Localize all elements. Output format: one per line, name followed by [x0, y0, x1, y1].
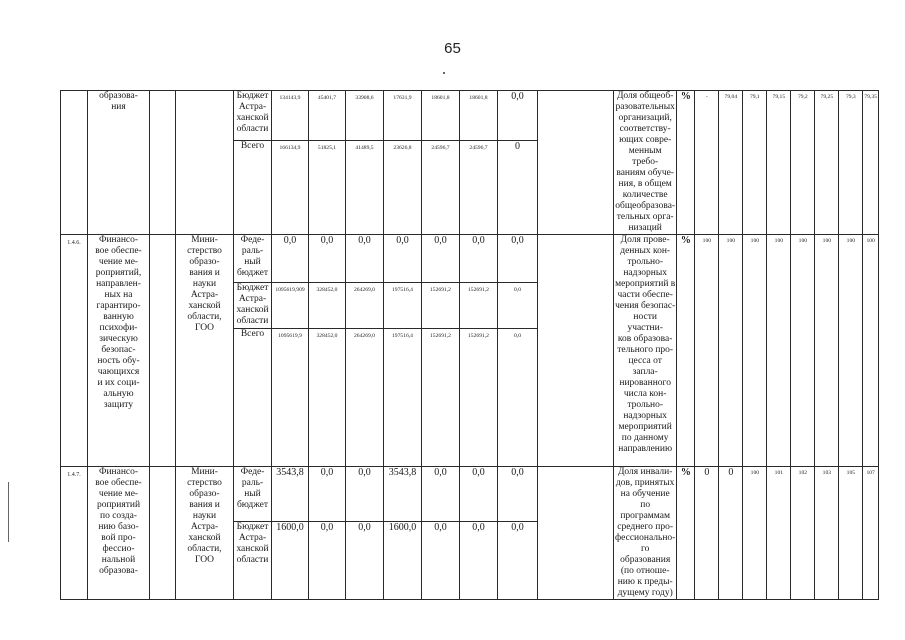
- table-row: [61, 235, 879, 283]
- target-value: 79,04: [719, 91, 743, 235]
- amount-year-4: 0,0: [422, 522, 460, 600]
- amount-year-4: 18601,8: [422, 91, 460, 141]
- amount-year-4: 24596,7: [422, 141, 460, 235]
- amount-year-6: 0,0: [498, 235, 538, 283]
- program-funding-table: [60, 90, 879, 600]
- scan-dot: [443, 72, 445, 74]
- index-cell: [61, 91, 88, 235]
- target-value: 100: [863, 235, 879, 467]
- spacer-cell: [150, 467, 176, 600]
- item-index: 1.4.7.: [61, 467, 88, 600]
- target-value: 0: [719, 467, 743, 600]
- amount-total: 3543,8: [272, 467, 309, 522]
- funding-source: Бюджет Астра- ханской области: [234, 522, 272, 600]
- unit-cell: %: [677, 91, 695, 235]
- target-value: 103: [815, 467, 839, 600]
- target-value: 79,15: [767, 91, 791, 235]
- unit-cell: %: [677, 467, 695, 600]
- target-value: 100: [839, 235, 863, 467]
- amount-year-1: 0,0: [309, 522, 346, 600]
- funding-source: Всего: [234, 329, 272, 467]
- table-row: [61, 91, 879, 141]
- target-value: 79,25: [815, 91, 839, 235]
- indicator-name: Доля инвали- дов, принятых на обучение по программам среднего про- фессионально- го образования (по отноше- нию к преды- дущему году): [615, 467, 676, 598]
- scan-edge-mark: [8, 482, 9, 542]
- target-value: 100: [743, 235, 767, 467]
- amount-total: 1095619,9: [272, 329, 309, 467]
- spacer-cell: [538, 235, 614, 467]
- target-value: 79,3: [839, 91, 863, 235]
- amount-year-4: 0,0: [422, 235, 460, 283]
- amount-year-6: 0,0: [498, 329, 538, 467]
- executor-cell: [176, 91, 234, 235]
- target-value: 79,35: [863, 91, 879, 235]
- amount-total: 0,0: [272, 235, 309, 283]
- target-value: 101: [767, 467, 791, 600]
- target-value: 79,1: [743, 91, 767, 235]
- amount-year-1: 0,0: [309, 235, 346, 283]
- amount-year-4: 152691,2: [422, 283, 460, 329]
- amount-total: 166134,9: [272, 141, 309, 235]
- amount-year-2: 0,0: [346, 235, 384, 283]
- indicator-name: Доля прове- денных кон- трольно- надзорных мероприятий в части обеспе- чения безопас- ности участни- ков образова- тельного про- цесса от запла- нированного числа кон- трольно- надзорных мероприятий по данному направлению: [614, 235, 677, 467]
- target-value: 107: [863, 467, 879, 600]
- amount-year-3: 197516,4: [384, 283, 422, 329]
- target-value: 100: [719, 235, 743, 467]
- funding-source: Бюджет Астра- ханской области: [234, 91, 272, 141]
- amount-year-6: 0,0: [498, 91, 538, 141]
- executor-cell: Мини- стерство образо- вания и науки Астра- ханской области, ГОО: [176, 467, 234, 600]
- amount-year-3: 0,0: [384, 235, 422, 283]
- amount-year-5: 152691,2: [460, 329, 498, 467]
- amount-year-2: 41489,5: [346, 141, 384, 235]
- amount-year-3: 3543,8: [384, 467, 422, 522]
- amount-year-6: 0,0: [498, 467, 538, 522]
- amount-year-5: 0,0: [460, 522, 498, 600]
- spacer-cell: [150, 91, 176, 235]
- amount-year-3: 1600,0: [384, 522, 422, 600]
- target-value: 100: [695, 235, 719, 467]
- target-value: 102: [791, 467, 815, 600]
- amount-year-4: 0,0: [422, 467, 460, 522]
- purpose-cell: Финансо- вое обеспе- чение ме- роприятий, направлен- ных на гарантиро- ванную психофи- зическую безопас- ность обу- чающихся и их соци- альную защиту: [88, 235, 150, 467]
- amount-year-1: 51825,1: [309, 141, 346, 235]
- target-value: -: [695, 91, 719, 235]
- funding-source: Бюджет Астра- ханской области: [234, 283, 272, 329]
- target-value: 100: [743, 467, 767, 600]
- amount-year-4: 152691,2: [422, 329, 460, 467]
- purpose-cell: образова- ния: [88, 91, 150, 235]
- amount-year-2: 0,0: [346, 467, 384, 522]
- amount-year-1: 0,0: [309, 467, 346, 522]
- spacer-cell: [538, 467, 614, 600]
- indicator-name: Доля общеоб- разовательных организаций, соответству- ющих совре- менным требо- ваниям обуче- ния, в общем количестве общеобразова- тельных орга- низаций: [615, 91, 676, 233]
- amount-year-2: 264269,0: [346, 329, 384, 467]
- item-index: 1.4.6.: [61, 235, 88, 467]
- amount-year-5: 0,0: [460, 467, 498, 522]
- spacer-cell: [538, 91, 614, 235]
- purpose-cell: Финансо- вое обеспе- чение ме- роприятий по созда- нию базо- вой про- фессио- нальной образова-: [88, 467, 150, 600]
- amount-year-3: 23626,8: [384, 141, 422, 235]
- unit-cell: %: [677, 235, 695, 467]
- target-value: 79,2: [791, 91, 815, 235]
- amount-year-3: 197516,4: [384, 329, 422, 467]
- target-value: 100: [815, 235, 839, 467]
- executor-cell: Мини- стерство образо- вания и науки Астра- ханской области, ГОО: [176, 235, 234, 467]
- amount-year-3: 17631,9: [384, 91, 422, 141]
- amount-year-6: 0,0: [498, 283, 538, 329]
- amount-year-2: 33908,6: [346, 91, 384, 141]
- spacer-cell: [150, 235, 176, 467]
- target-value: 100: [767, 235, 791, 467]
- amount-year-1: 45401,7: [309, 91, 346, 141]
- amount-year-5: 24596,7: [460, 141, 498, 235]
- table-row: [61, 467, 879, 522]
- target-value: 105: [839, 467, 863, 600]
- amount-year-1: 328452,0: [309, 329, 346, 467]
- amount-year-6: 0: [498, 141, 538, 235]
- amount-year-2: 264269,0: [346, 283, 384, 329]
- target-value: 0: [695, 467, 719, 600]
- amount-year-2: 0,0: [346, 522, 384, 600]
- funding-source: Феде- раль- ный бюджет: [234, 235, 272, 283]
- amount-total: 1600,0: [272, 522, 309, 600]
- amount-total: 1095619,909: [272, 283, 309, 329]
- funding-source: Феде- раль- ный бюджет: [234, 467, 272, 522]
- amount-year-5: 152691,2: [460, 283, 498, 329]
- target-value: 100: [791, 235, 815, 467]
- amount-year-5: 0,0: [460, 235, 498, 283]
- amount-year-6: 0,0: [498, 522, 538, 600]
- amount-total: 134143,9: [272, 91, 309, 141]
- amount-year-1: 328452,0: [309, 283, 346, 329]
- amount-year-5: 18601,8: [460, 91, 498, 141]
- page-number: 65: [444, 40, 461, 57]
- funding-source: Всего: [234, 141, 272, 235]
